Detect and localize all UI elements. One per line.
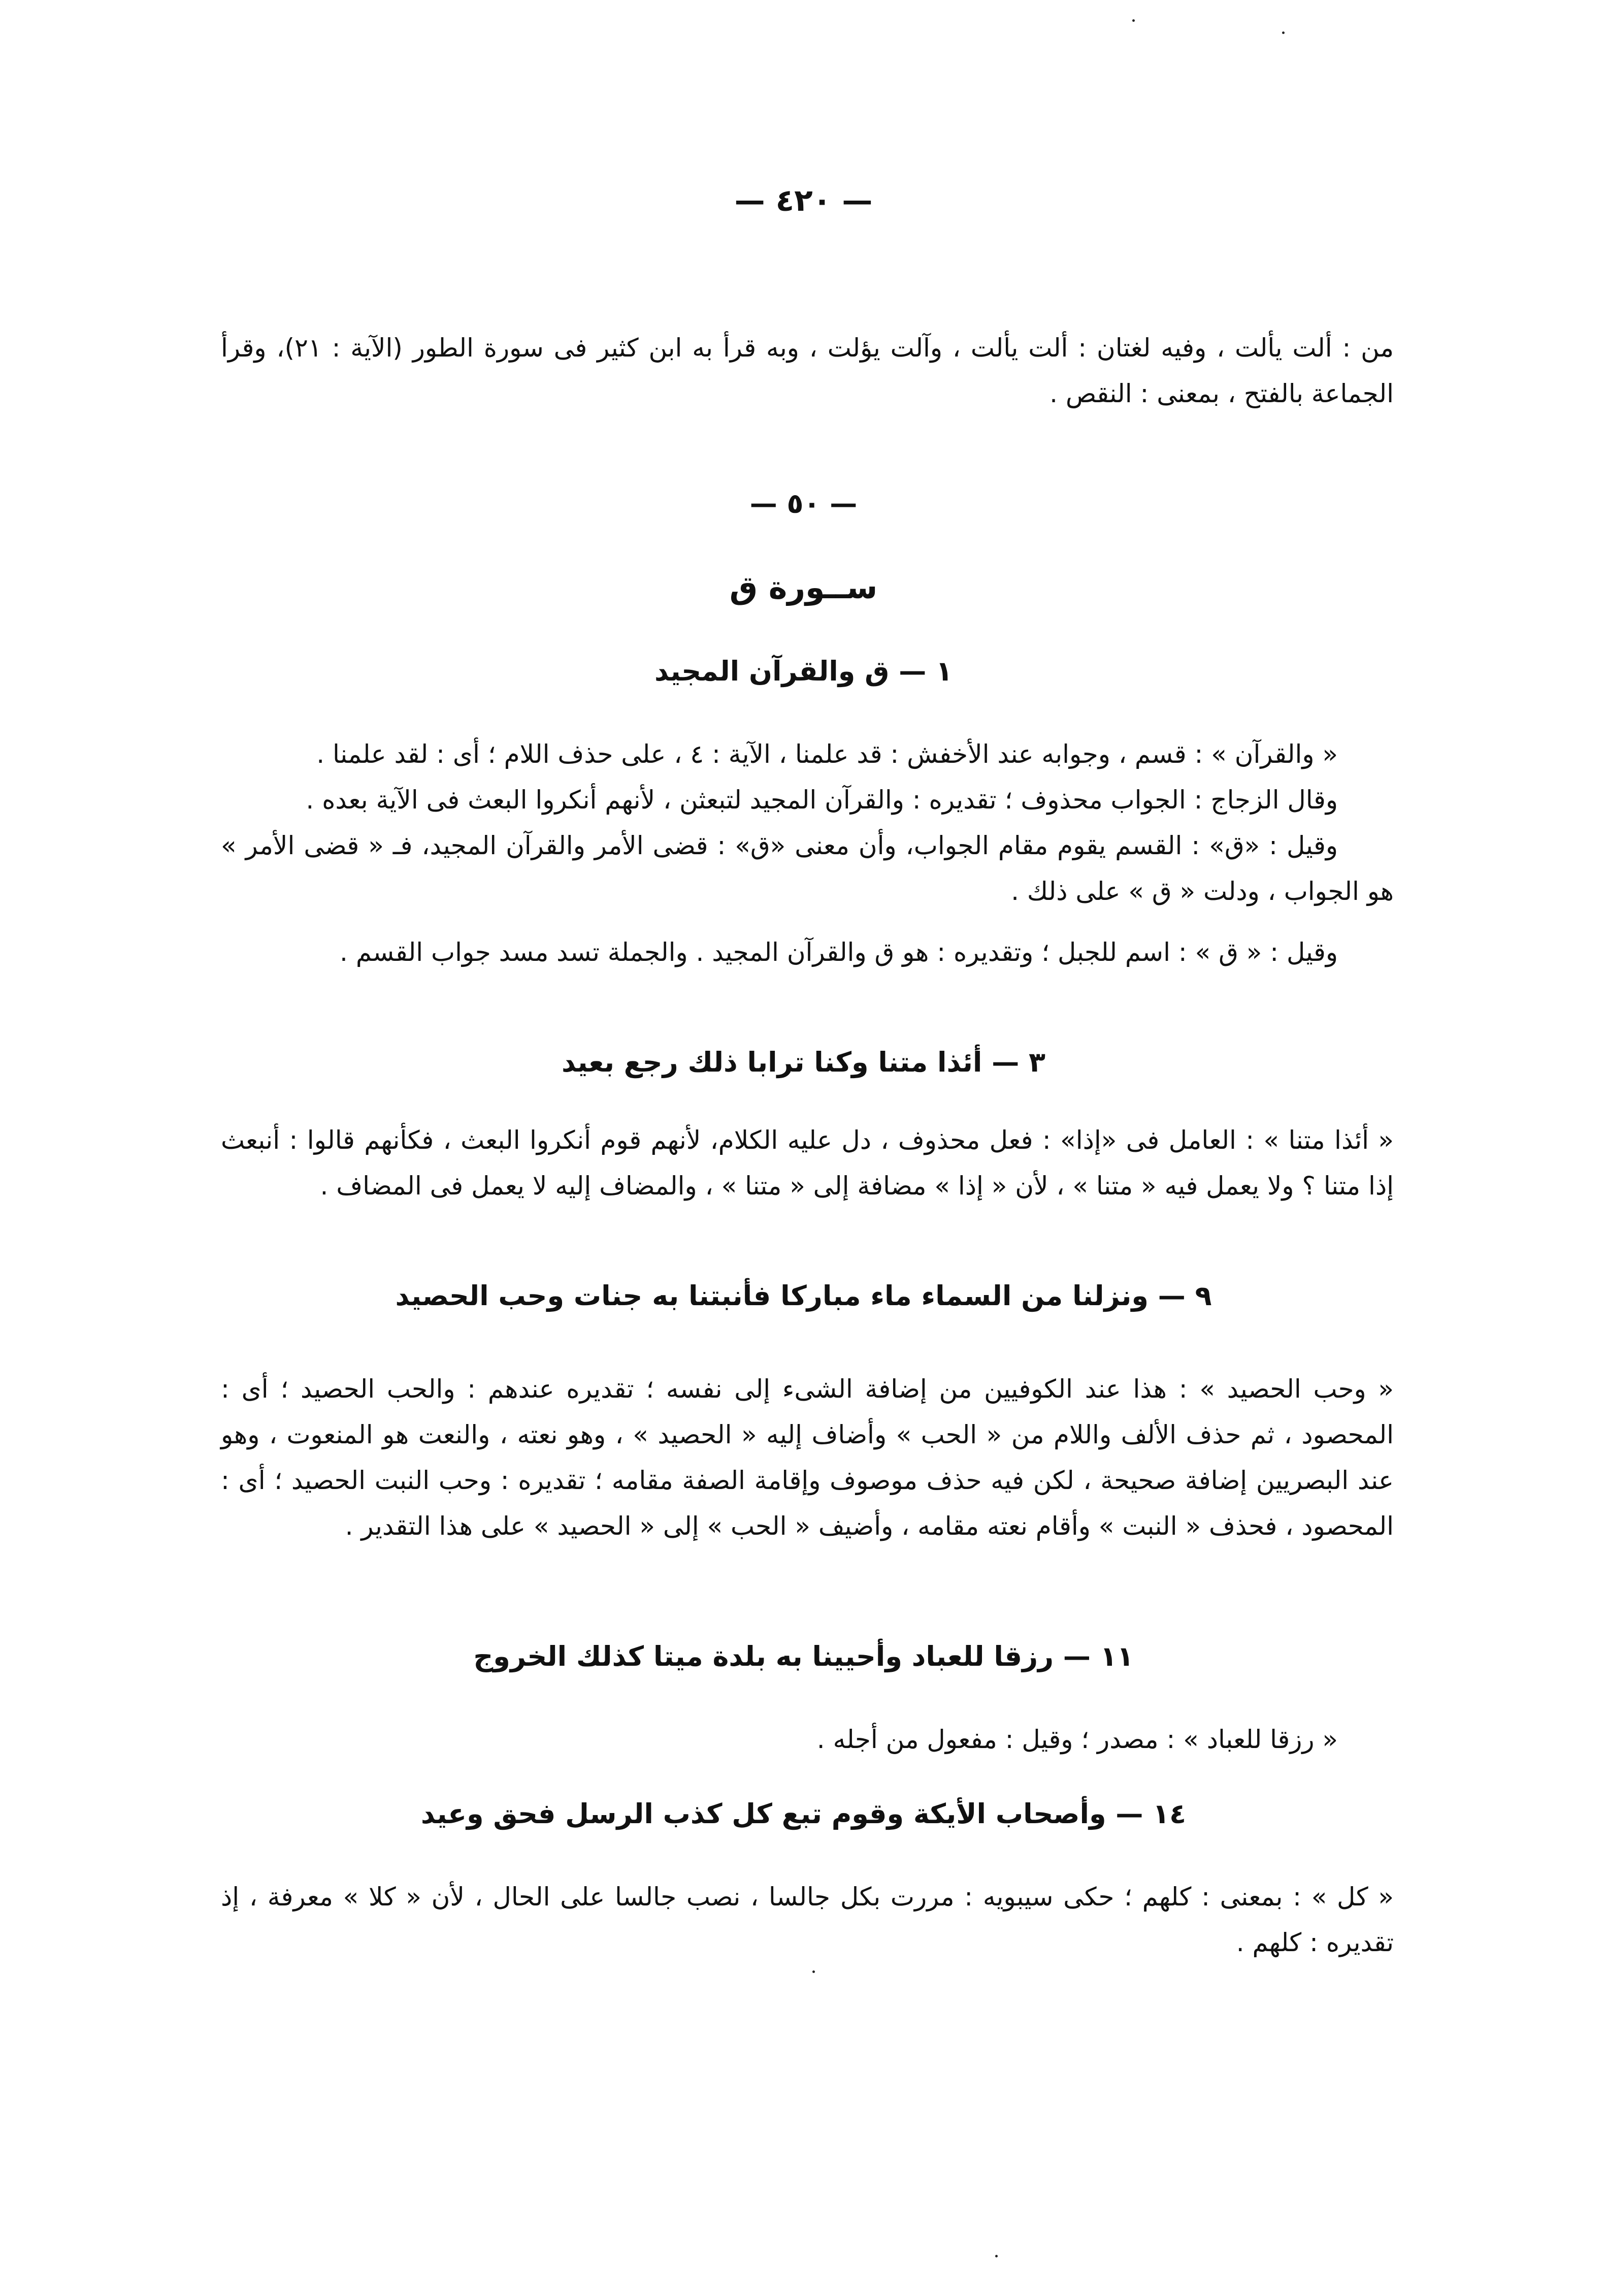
- commentary-paragraph: وقيل : «ق» : القسم يقوم مقام الجواب، وأن معنى «ق» : قضى الأمر والقرآن المجيد، فـ « قضى الأمر » هو الجواب ، ودلت « ق » على ذلك .: [221, 831, 1394, 906]
- verse-heading: ١١ — رزقا للعباد وأحيينا به بلدة ميتا كذلك الخروج: [473, 1640, 1134, 1672]
- scan-speck: [995, 2255, 998, 2257]
- scan-speck: [1282, 31, 1285, 34]
- commentary-paragraph: وقال الزجاج : الجواب محذوف ؛ تقديره : والقرآن المجيد لتبعثن ، لأنهم أنكروا البعث فى الآية بعده .: [306, 785, 1338, 815]
- commentary-block: [221, 1366, 1394, 1549]
- commentary-paragraph: « وحب الحصيد » : هذا عند الكوفيين من إضافة الشىء إلى نفسه ؛ تقديره عندهم : والحب الحصيد ؛ أى : المحصود ، ثم حذف الألف واللام من « الحب » وأضاف إليه « الحصيد » ، وهو نعته ، والنعت هو المنعوت ، وهو عند البصريين إضافة صحيحة ، لكن فيه حذف موصوف وإقامة الصفة مقامه ؛ تقديره : وحب النبت الحصيد ؛ أى : المحصود ، فحذف « النبت » وأقام نعته مقامه ، وأضيف « الحب » إلى « الحصيد » على هذا التقدير .: [221, 1374, 1394, 1541]
- commentary-block: [221, 1717, 1394, 1762]
- scan-speck: [1132, 19, 1135, 22]
- sura-number: — ٥٠ —: [749, 488, 858, 520]
- commentary-paragraph: « رزقا للعباد » : مصدر ؛ وقيل : مفعول من أجله .: [816, 1725, 1338, 1754]
- verse-heading: ١ — ق والقرآن المجيد: [654, 655, 953, 687]
- scan-speck: [812, 1970, 815, 1973]
- commentary-block: [221, 1874, 1394, 1965]
- intro-paragraph: من : ألت يألت ، وفيه لغتان : ألت يألت ، وآلت يؤلت ، وبه قرأ به ابن كثير فى سورة الطور (الآية : ٢١)، وقرأ الجماعة بالفتح ، بمعنى : النقص .: [221, 333, 1394, 408]
- commentary-block: [221, 731, 1394, 975]
- verse-heading: ٣ — أئذا متنا وكنا ترابا ذلك رجع بعيد: [561, 1046, 1046, 1078]
- page-number: — ٤٢٠ —: [734, 183, 873, 218]
- verse-heading: ١٤ — وأصحاب الأيكة وقوم تبع كل كذب الرسل فحق وعيد: [420, 1798, 1187, 1830]
- commentary-block: [221, 1117, 1394, 1209]
- verse-heading: ٩ — ونزلنا من السماء ماء مباركا فأنبتنا به جنات وحب الحصيد: [395, 1280, 1212, 1312]
- commentary-paragraph: وقيل : « ق » : اسم للجبل ؛ وتقديره : هو ق والقرآن المجيد . والجملة تسد مسد جواب القسم .: [340, 937, 1338, 967]
- intro-paragraph-block: [221, 325, 1394, 416]
- commentary-paragraph: « أئذا متنا » : العامل فى «إذا» : فعل محذوف ، دل عليه الكلام، لأنهم قوم أنكروا البعث ، فكأنهم قالوا : أنبعث إذا متنا ؟ ولا يعمل فيه « متنا » ، لأن « إذا » مضافة إلى « متنا » ، والمضاف إليه لا يعمل فى المضاف .: [221, 1125, 1394, 1201]
- commentary-paragraph: « والقرآن » : قسم ، وجوابه عند الأخفش : قد علمنا ، الآية : ٤ ، على حذف اللام ؛ أى : لقد علمنا .: [316, 739, 1338, 769]
- commentary-paragraph: « كل » : بمعنى : كلهم ؛ حكى سيبويه : مررت بكل جالسا ، نصب جالسا على الحال ، لأن « كلا » معرفة ، إذ تقديره : كلهم .: [221, 1882, 1394, 1957]
- sura-title: ســورة ق: [729, 569, 878, 606]
